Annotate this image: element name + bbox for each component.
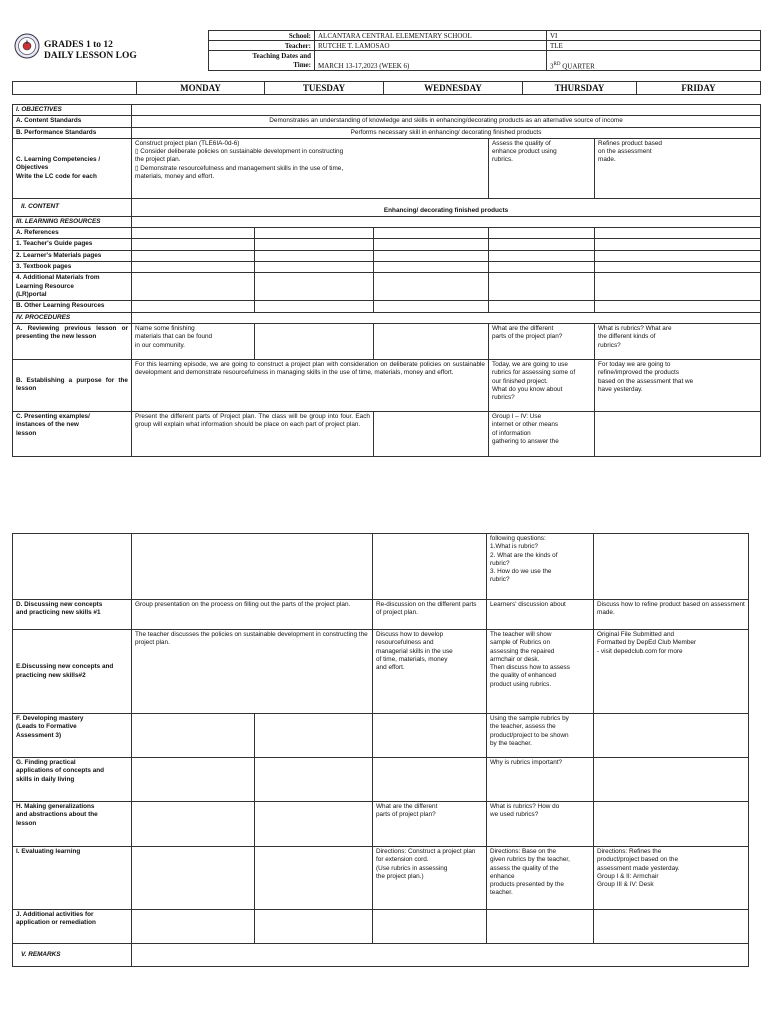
- competencies-thursday: Assess the quality of enhance product using rubrics.: [489, 138, 595, 198]
- title-line2: DAILY LESSON LOG: [44, 51, 137, 61]
- header-info-table: [208, 30, 761, 71]
- proc-g-thursday: Why is rubrics important?: [487, 758, 594, 802]
- proc-c-label: C. Presenting examples/ instances of the new lesson: [13, 411, 132, 456]
- content-label: II. CONTENT: [13, 198, 132, 216]
- teachers-guide-label: 1. Teacher's Guide pages: [13, 239, 132, 250]
- learning-area: TLE: [547, 41, 761, 51]
- proc-i-label: I. Evaluating learning: [13, 847, 132, 910]
- learners-materials-label: 2. Learner's Materials pages: [13, 250, 132, 261]
- procedures-label: IV. PROCEDURES: [13, 312, 132, 323]
- proc-b-thursday: Today, we are going to use rubrics for assessing some of our finished project. What do you know about rubrics?: [489, 359, 595, 411]
- proc-i-thursday: Directions: Base on the given rubrics by the teacher, assess the quality of the enhance products presented by the teacher.: [487, 847, 594, 910]
- day-monday: MONDAY: [137, 82, 265, 95]
- proc-i-friday: Directions: Refines the product/project based on the assessment made yesterday. Group I & II: Armchair Group III & IV: Desk: [594, 847, 749, 910]
- teacher-name: RUTCHE T. LAMOSAO: [315, 41, 547, 51]
- proc-e-thursday: The teacher will show sample of Rubrics on assessing the repaired armchair or desk. Then discuss how to assess the quality of enhanced product using rubrics.: [487, 630, 594, 714]
- dates-label: Teaching Dates and Time:: [209, 51, 315, 71]
- proc-a-monday: Name some finishing materials that can be found in our community.: [132, 323, 255, 359]
- proc-b-monday: For this learning episode, we are going to construct a project plan with consideration on deliberate policies on sustainable development and demonstrate resourcefulness in managing skills in the use of time, materials, money and effort.: [132, 359, 489, 411]
- proc-g-label: G. Finding practical applications of concepts and skills in daily living: [13, 758, 132, 802]
- proc-j-label: J. Additional activities for application or remediation: [13, 910, 132, 944]
- teaching-dates: MARCH 13-17,2023 (WEEK 6): [315, 51, 547, 71]
- proc-h-label: H. Making generalizations and abstractions about the lesson: [13, 802, 132, 847]
- objectives-label: I. OBJECTIVES: [13, 105, 132, 116]
- proc-h-thursday: What is rubrics? How do we used rubrics?: [487, 802, 594, 847]
- proc-a-friday: What is rubrics? What are the different kinds of rubrics?: [595, 323, 761, 359]
- proc-f-label: F. Developing mastery (Leads to Formative Assessment 3): [13, 714, 132, 758]
- grade-level: VI: [547, 31, 761, 41]
- day-tuesday: TUESDAY: [265, 82, 384, 95]
- references-label: A. References: [13, 228, 132, 239]
- proc-d-label: D. Discussing new concepts and practicing new skills #1: [13, 600, 132, 630]
- day-thursday: THURSDAY: [523, 82, 637, 95]
- additional-materials-label: 4. Additional Materials from Learning Resource (LR)portal: [13, 273, 132, 301]
- day-header-blank: [13, 82, 137, 95]
- school-label: School:: [209, 31, 315, 41]
- other-resources-label: B. Other Learning Resources: [13, 301, 132, 312]
- proc-a-label: A. Reviewing previous lesson or presenting the new lesson: [13, 323, 132, 359]
- teacher-label: Teacher:: [209, 41, 315, 51]
- proc-c-thursday-cont: following questions: 1.What is rubric? 2. What are the kinds of rubric? 3. How do we use the rubric?: [487, 534, 594, 600]
- proc-e-monday: The teacher discusses the policies on sustainable development in constructing the project plan.: [132, 630, 373, 714]
- content-topic: Enhancing/ decorating finished products: [132, 198, 761, 216]
- proc-f-thursday: Using the sample rubrics by the teacher, assess the product/project to be shown by the teacher.: [487, 714, 594, 758]
- deped-seal-logo: [14, 33, 40, 59]
- proc-d-friday: Discuss how to refine product based on assessment made.: [594, 600, 749, 630]
- school-name: ALCANTARA CENTRAL ELEMENTARY SCHOOL: [315, 31, 547, 41]
- proc-i-wednesday: Directions: Construct a project plan for extension cord. (Use rubrics in assessing the project plan.): [373, 847, 487, 910]
- performance-standards: Performs necessary skill in enhancing/ decorating finished products: [132, 127, 761, 138]
- proc-b-label: B. Establishing a purpose for the lesson: [13, 359, 132, 411]
- remarks-label: V. REMARKS: [13, 944, 132, 967]
- content-standards: Demonstrates an understanding of knowledge and skills in enhancing/decorating products as an alternative source of income: [132, 116, 761, 127]
- lesson-log-table-page2: [12, 533, 749, 967]
- proc-c-monday: Present the different parts of Project plan. The class will be group into four. Each group will explain what information should be place on each part of project plan.: [132, 411, 374, 456]
- proc-e-label: E.Discussing new concepts and practicing new skills#2: [13, 630, 132, 714]
- proc-d-thursday: Learners' discussion about: [487, 600, 594, 630]
- day-wednesday: WEDNESDAY: [384, 82, 523, 95]
- proc-e-wednesday: Discuss how to develop resourcefulness and managerial skills in the use of time, materials, money and effort.: [373, 630, 487, 714]
- content-standards-label: A. Content Standards: [13, 116, 132, 127]
- competencies-monday: Construct project plan (TLE6IA-0d-6) ▯ Consider deliberate policies on sustainable development in constructing the project plan. ▯ Demonstrate resourcefulness and management skills in the use of time, materials, money and effort.: [132, 138, 489, 198]
- textbook-label: 3. Textbook pages: [13, 262, 132, 273]
- performance-standards-label: B. Performance Standards: [13, 127, 132, 138]
- proc-d-wednesday: Re-discussion on the different parts of project plan.: [373, 600, 487, 630]
- resources-label: III. LEARNING RESOURCES: [13, 216, 132, 227]
- title-line1: GRADES 1 to 12: [44, 40, 113, 50]
- days-header-row: [12, 81, 761, 95]
- quarter: 3RD QUARTER: [547, 51, 761, 71]
- day-friday: FRIDAY: [637, 82, 761, 95]
- competencies-label: C. Learning Competencies / Objectives Write the LC code for each: [13, 138, 132, 198]
- lesson-log-table-page1: [12, 104, 761, 457]
- proc-h-wednesday: What are the different parts of project plan?: [373, 802, 487, 847]
- proc-b-friday: For today we are going to refine/improved the products based on the assessment that we have yesterday.: [595, 359, 761, 411]
- proc-d-monday: Group presentation on the process on filling out the parts of the project plan.: [132, 600, 373, 630]
- proc-c-thursday: Group I – IV: Use internet or other means of information gathering to answer the: [489, 411, 595, 456]
- page-title: [44, 40, 137, 62]
- competencies-friday: Refines product based on the assessment made.: [595, 138, 761, 198]
- proc-a-thursday: What are the different parts of the project plan?: [489, 323, 595, 359]
- proc-e-friday: Original File Submitted and Formatted by DepEd Club Member - visit depedclub.com for more: [594, 630, 749, 714]
